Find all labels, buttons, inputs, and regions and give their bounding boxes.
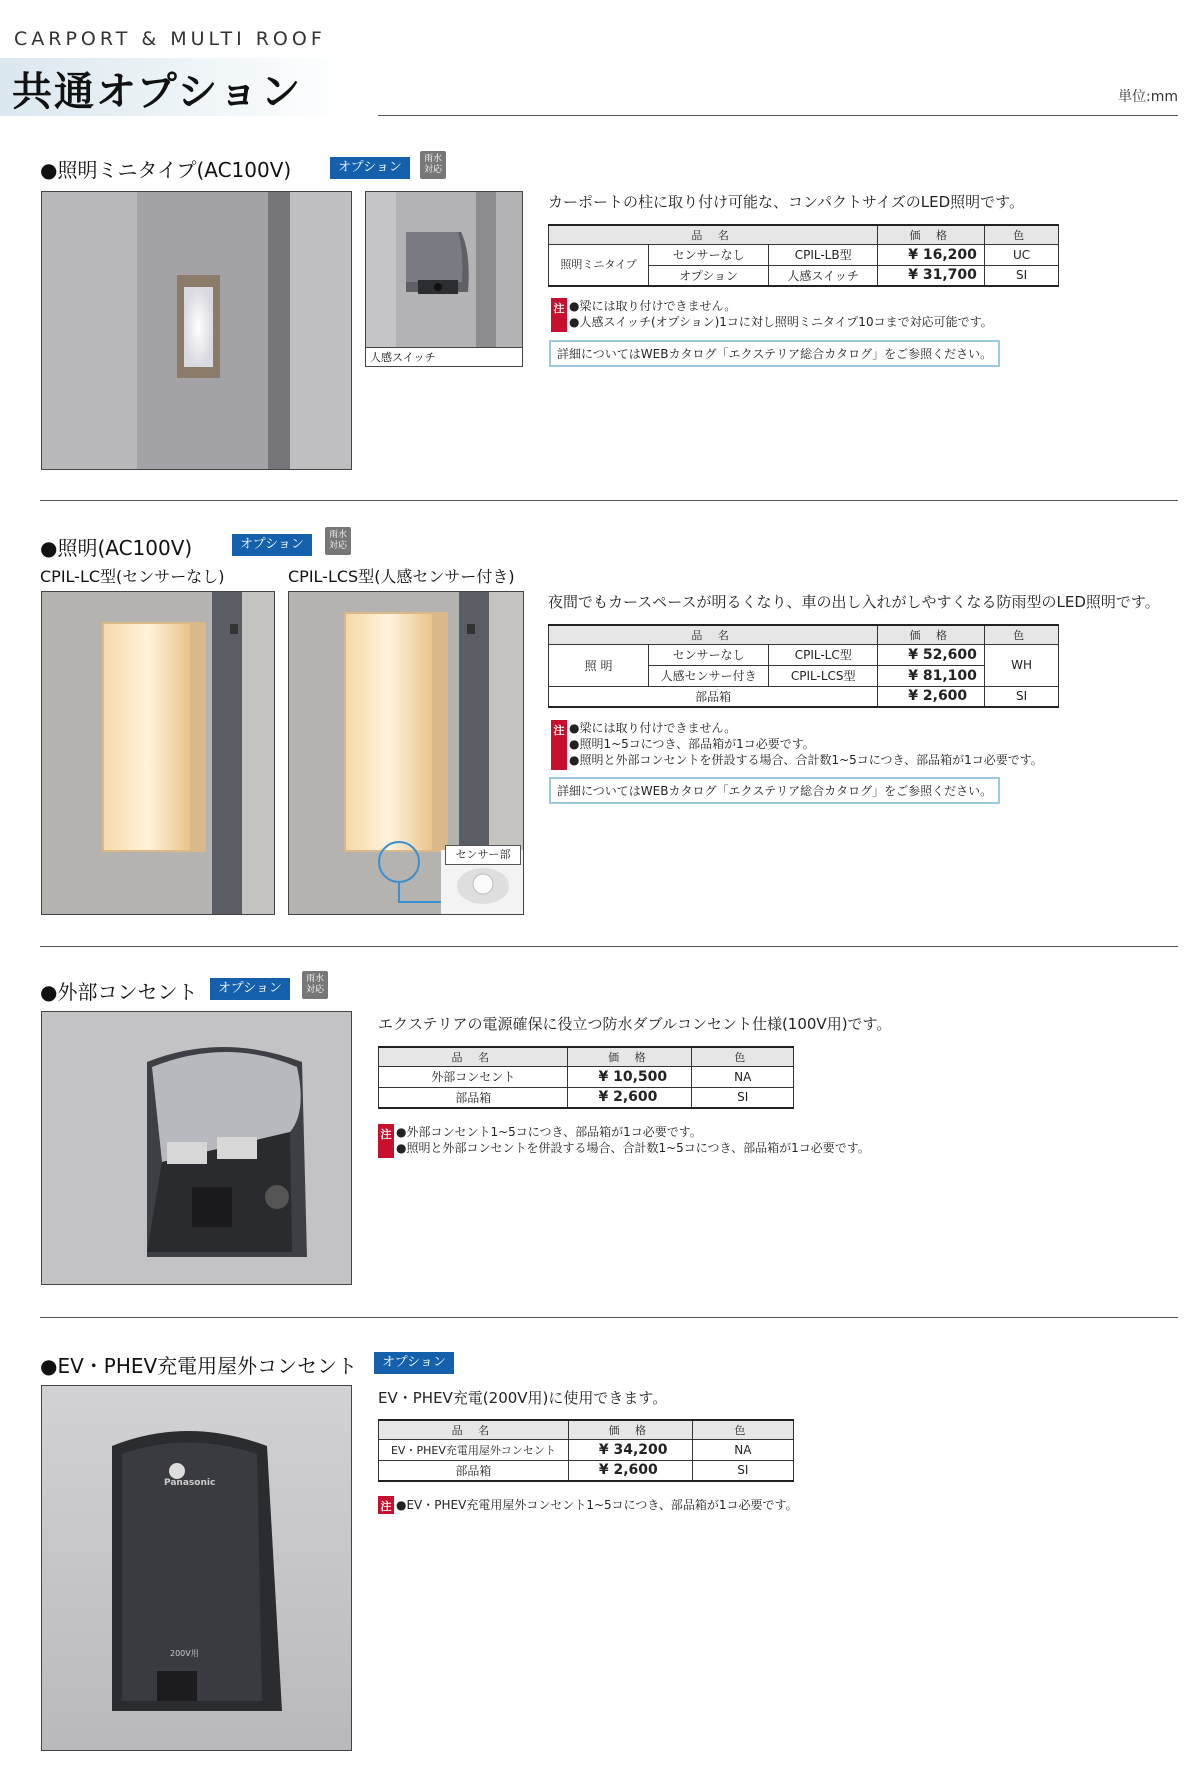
section-title-ev-outlet: ●EV・PHEV充電用屋外コンセント <box>40 1354 358 1378</box>
table-header-name: 品 名 <box>379 1047 568 1066</box>
color-cell: SI <box>692 1087 794 1108</box>
table-row <box>549 644 1059 665</box>
name-cell: 部品箱 <box>379 1087 568 1108</box>
web-catalog-note: 詳細についてはWEBカタログ「エクステリア総合カタログ」をご参照ください。 <box>549 340 1000 367</box>
table-row <box>549 244 1059 265</box>
table-row <box>379 1087 794 1108</box>
page-title: 共通オプション <box>12 69 303 115</box>
light-lc-photo <box>41 591 275 915</box>
group-cell: 照明ミニタイプ <box>549 244 649 286</box>
option-badge: オプション <box>232 534 312 556</box>
mini-light-photo <box>41 191 352 470</box>
section-title-outlet: ●外部コンセント <box>40 980 198 1004</box>
photo-label-lc: CPIL-LC型(センサーなし) <box>40 567 225 586</box>
section-divider <box>40 946 1178 947</box>
group-cell: 照 明 <box>549 644 649 686</box>
note-mark: 注 <box>378 1496 394 1514</box>
unit-label: 単位:mm <box>1118 89 1178 105</box>
color-cell: UC <box>985 244 1059 265</box>
outlet-photo <box>41 1011 352 1285</box>
color-cell: SI <box>985 265 1059 286</box>
name-cell: EV・PHEV充電用屋外コンセント <box>379 1439 569 1460</box>
table-header-color: 色 <box>985 225 1059 244</box>
price-cell: ¥ 31,700 <box>878 265 985 286</box>
model-cell: CPIL-LCS型 <box>769 665 878 686</box>
sensor-label: センサー部 <box>445 845 521 865</box>
web-catalog-note: 詳細についてはWEBカタログ「エクステリア総合カタログ」をご参照ください。 <box>549 777 1000 804</box>
color-cell: NA <box>692 1439 793 1460</box>
price-table <box>378 1419 794 1482</box>
table-header-name: 品 名 <box>549 225 878 244</box>
device-brand: Panasonic <box>164 1478 216 1488</box>
table-header-price: 価 格 <box>878 625 985 644</box>
note-mark: 注 <box>378 1124 394 1158</box>
note-line: ●照明と外部コンセントを併設する場合、合計数1~5コにつき、部品箱が1コ必要です。 <box>569 753 1043 767</box>
section-title-mini-light: ●照明ミニタイプ(AC100V) <box>40 158 292 182</box>
table-header-name: 品 名 <box>549 625 878 644</box>
note-line: ●外部コンセント1~5コにつき、部品箱が1コ必要です。 <box>396 1125 702 1139</box>
price-cell: ¥ 81,100 <box>878 665 985 686</box>
model-cell: CPIL-LB型 <box>769 244 878 265</box>
option-badge: オプション <box>374 1352 454 1374</box>
table-header-color: 色 <box>692 1420 793 1439</box>
table-header-color: 色 <box>692 1047 794 1066</box>
price-cell: ¥ 16,200 <box>878 244 985 265</box>
caption-divider <box>365 347 523 348</box>
ev-outlet-photo <box>41 1385 352 1751</box>
table-header-price: 価 格 <box>568 1420 692 1439</box>
section-description: 夜間でもカースペースが明るくなり、車の出し入れがしやすくなる防雨型のLED照明です。 <box>548 593 1160 611</box>
color-cell: SI <box>692 1460 793 1481</box>
name-cell: センサーなし <box>649 244 769 265</box>
note-mark: 注 <box>551 720 567 770</box>
note-line: ●照明と外部コンセントを併設する場合、合計数1~5コにつき、部品箱が1コ必要です。 <box>396 1141 870 1155</box>
table-row <box>379 1066 794 1087</box>
light-lcs-photo <box>288 591 524 915</box>
table-row <box>379 1439 794 1460</box>
note-mark: 注 <box>551 298 567 332</box>
price-cell: ¥ 10,500 <box>568 1066 692 1087</box>
table-row <box>379 1460 794 1481</box>
note-line: ●梁には取り付けできません。 <box>569 299 737 313</box>
table-header-name: 品 名 <box>379 1420 569 1439</box>
note-line: ●照明1~5コにつき、部品箱が1コ必要です。 <box>569 737 815 751</box>
table-header-color: 色 <box>985 625 1059 644</box>
color-cell: WH <box>985 644 1059 686</box>
color-cell: SI <box>985 686 1059 707</box>
rain-badge: 雨水対応 <box>302 971 328 999</box>
model-cell: CPIL-LC型 <box>769 644 878 665</box>
device-label: 200V用 <box>170 1649 199 1658</box>
note-line: ●EV・PHEV充電用屋外コンセント1~5コにつき、部品箱が1コ必要です。 <box>396 1498 798 1512</box>
option-badge: オプション <box>210 978 290 1000</box>
note-line: ●人感スイッチ(オプション)1コに対し照明ミニタイプ10コまで対応可能です。 <box>569 315 993 329</box>
name-cell: 部品箱 <box>379 1460 569 1481</box>
rain-badge: 雨水対応 <box>420 151 446 179</box>
section-divider <box>40 500 1178 501</box>
brand-line: CARPORT & MULTI ROOF <box>14 28 326 50</box>
section-description: EV・PHEV充電(200V用)に使用できます。 <box>378 1389 668 1407</box>
section-title-light: ●照明(AC100V) <box>40 536 193 560</box>
table-header-price: 価 格 <box>878 225 985 244</box>
price-cell: ¥ 2,600 <box>878 686 985 707</box>
photo-label-lcs: CPIL-LCS型(人感センサー付き) <box>288 567 515 586</box>
name-cell: センサーなし <box>649 644 769 665</box>
price-cell: ¥ 2,600 <box>568 1087 692 1108</box>
price-table <box>548 624 1059 708</box>
section-divider <box>40 1317 1178 1318</box>
color-cell: NA <box>692 1066 794 1087</box>
price-table <box>378 1046 794 1109</box>
header-rule <box>378 115 1178 116</box>
price-cell: ¥ 34,200 <box>568 1439 692 1460</box>
option-badge: オプション <box>330 157 410 179</box>
price-cell: ¥ 52,600 <box>878 644 985 665</box>
table-row <box>549 686 1059 707</box>
price-table <box>548 224 1059 287</box>
name-cell: 部品箱 <box>549 686 878 707</box>
name-cell: 人感センサー付き <box>649 665 769 686</box>
human-switch-photo <box>365 191 523 367</box>
name-cell: 外部コンセント <box>379 1066 568 1087</box>
section-description: カーポートの柱に取り付け可能な、コンパクトサイズのLED照明です。 <box>548 193 1024 211</box>
note-line: ●梁には取り付けできません。 <box>569 721 737 735</box>
model-cell: 人感スイッチ <box>769 265 878 286</box>
price-cell: ¥ 2,600 <box>568 1460 692 1481</box>
human-switch-caption: 人感スイッチ <box>370 351 436 364</box>
rain-badge: 雨水対応 <box>325 527 351 555</box>
section-description: エクステリアの電源確保に役立つ防水ダブルコンセント仕様(100V用)です。 <box>378 1015 892 1033</box>
table-header-price: 価 格 <box>568 1047 692 1066</box>
name-cell: オプション <box>649 265 769 286</box>
